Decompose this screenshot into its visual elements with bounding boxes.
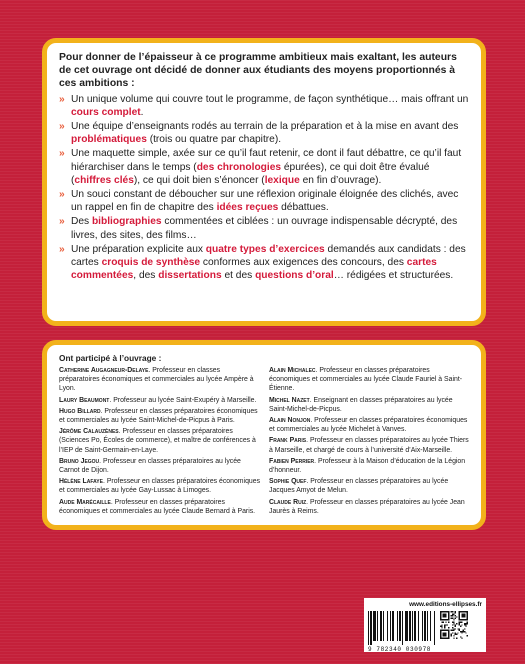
highlighted-term: chiffres clés (74, 174, 134, 186)
text-run: Un unique volume qui couvre tout le programme, de façon synthétique… mais offrant un (71, 93, 469, 105)
text-run: . (140, 106, 144, 118)
highlighted-term: quatre types d’exercices (205, 243, 325, 255)
contributor-description: . Professeur en classes préparatoires économiques et commerciales au lycée Claude Bernard à Paris. (59, 498, 256, 515)
highlighted-term: questions d’oral (255, 270, 334, 282)
text-run: Une maquette simple, axée sur ce qu’il faut retenir, ce dont il faut débattre, ce qu’il faut hiérarchiser dans le temps ( (71, 148, 462, 173)
highlighted-term: dissertations (158, 270, 222, 282)
contributor-name: Alain Nonjon (269, 417, 311, 425)
contributor-name: Hugo Billard (59, 407, 101, 415)
text-run: débattues. (278, 202, 329, 214)
contributor-entry (59, 396, 261, 405)
feature-text (71, 93, 471, 119)
text-run: Un souci constant de déboucher sur une réflexion originale éloignée des clichés, avec un rappel en fin de chapitre des (71, 189, 459, 214)
contributor-description: . Professeur en classes préparatoires économiques et commerciales au lycée Michelet à Vanves. (269, 417, 468, 434)
contributor-entry (59, 477, 261, 495)
feature-text (71, 147, 471, 187)
bullet-icon: » (59, 93, 65, 105)
contributor-description: . Professeur en classes préparatoires économiques et commerciales au lycée Ampère à Lyon. (59, 367, 254, 393)
feature-item (59, 93, 471, 119)
contributor-description: . Professeur en classes préparatoires (Sciences Po, Écoles de commerce), et maître de conférences à l’IEP de Saint-Germain-en-Laye. (59, 428, 256, 454)
feature-text (71, 188, 471, 214)
contributor-name: Alain Michalec (269, 367, 316, 374)
contributors-title: Ont participé à l’ouvrage : (59, 353, 162, 363)
text-run: , des (133, 270, 159, 282)
feature-item (59, 147, 471, 187)
contributor-entry (59, 498, 261, 516)
contributor-entry (269, 498, 471, 516)
contributor-entry (269, 477, 471, 495)
highlighted-term: bibliographies (91, 216, 162, 228)
contributors-panel (42, 340, 486, 530)
contributor-entry (269, 436, 471, 454)
contributors-column-left (59, 366, 261, 518)
feature-item (59, 215, 471, 241)
contributor-entry (269, 366, 471, 394)
contributor-entry (59, 366, 261, 394)
contributor-name: Fabien Perrier (269, 457, 315, 465)
bullet-icon: » (59, 189, 65, 201)
highlighted-term: cours complet (71, 106, 141, 118)
bullet-icon: » (59, 148, 65, 160)
text-run: commentées et ciblées : un ouvrage indispensable décrypté, des livres, des sites, des films… (71, 216, 458, 241)
contributor-entry (269, 416, 471, 434)
contributor-description: . Professeur en classes préparatoires économiques et commerciales au lycée Claude Fauriel à Saint-Étienne. (269, 367, 463, 393)
features-panel (42, 38, 486, 326)
feature-item (59, 188, 471, 214)
contributor-description: . Professeur en classes préparatoires au lycée Thiers à Marseille, et chargé de cours à l’université d’Aix-Marseille. (269, 437, 469, 454)
contributor-name: Catherine Augagneur-Delaye (59, 367, 149, 374)
publisher-website[interactable]: www.editions-ellipses.fr (409, 601, 482, 608)
qr-code-icon (440, 611, 468, 639)
highlighted-term: lexique (264, 174, 300, 186)
feature-text (71, 120, 471, 146)
feature-item (59, 243, 471, 283)
barcode-panel (364, 598, 486, 652)
isbn-number: 9 782340 030978 (368, 646, 432, 653)
text-run: Des (71, 216, 92, 228)
highlighted-term: des chronologies (196, 161, 282, 173)
contributor-entry (59, 407, 261, 425)
highlighted-term: croquis de synthèse (101, 257, 201, 269)
contributor-description: . Professeur en classes préparatoires économiques et commerciales au lycée Gay-Lussac à Limoges. (59, 478, 261, 495)
feature-item (59, 120, 471, 146)
contributor-description: . Professeur en classes préparatoires au lycée Jean Jaurès à Reims. (269, 498, 465, 515)
contributor-description: . Professeur au lycée Saint-Exupéry à Marseille. (109, 396, 257, 404)
text-run: conformes aux exigences des concours, des (200, 257, 407, 269)
text-run: demandés aux candidats : des cartes (71, 243, 466, 269)
contributor-entry (269, 457, 471, 475)
text-run: Une préparation explicite aux (71, 243, 206, 255)
highlighted-term: problématiques (71, 134, 147, 146)
bullet-icon: » (59, 243, 65, 255)
highlighted-term: cartes commentées (71, 257, 437, 282)
highlighted-term: idées reçues (216, 202, 279, 214)
contributor-name: Hélène Lafaye (59, 478, 103, 486)
text-run: et des (221, 270, 256, 282)
contributor-description: . Professeur en classes préparatoires au lycée Carnot de Dijon. (59, 457, 241, 475)
contributor-name: Bruno Jegou (59, 457, 100, 465)
intro-paragraph: Pour donner de l’épaisseur à ce programme ambitieux mais exaltant, les auteurs de cet ouvrage ont décidé de donner aux étudiants des moyens proportionnés à ces ambitions : (59, 52, 457, 90)
text-run: en fin d’ouvrage). (299, 174, 382, 186)
text-run: Une équipe d’enseignants rodés au terrain de la préparation et à la mise en avant des (71, 121, 459, 133)
text-run: épurées), ce qui doit être évalué ( (71, 161, 430, 186)
features-list (59, 93, 471, 283)
bullet-icon: » (59, 216, 65, 228)
contributor-entry (269, 396, 471, 414)
text-run: ), ce qui doit bien s’énoncer ( (133, 174, 265, 186)
contributor-description: . Professeur en classes préparatoires économiques et commerciales au lycée Saint-Michel-de-Picpus à Paris. (59, 407, 258, 425)
contributor-name: Aude Marécaille (59, 498, 111, 506)
contributors-column-right (269, 366, 471, 518)
contributor-entry (59, 427, 261, 455)
contributor-entry (59, 457, 261, 475)
contributor-name: Laury Beaumont (59, 396, 110, 404)
contributor-description: . Professeur à la Maison d’éducation de la Légion d’honneur. (269, 457, 466, 475)
contributor-name: Jérôme Calauzènes (59, 428, 119, 436)
text-run: … rédigées et structurées. (333, 270, 454, 282)
bullet-icon: » (59, 121, 65, 133)
barcode-icon (368, 611, 436, 645)
contributor-name: Sophie Quef (269, 478, 307, 486)
text-run: (trois ou quatre par chapitre). (146, 134, 282, 146)
feature-text (71, 215, 471, 241)
contributor-description: . Professeur en classes préparatoires au lycée Jacques Amyot de Melun. (269, 478, 449, 495)
feature-text (71, 243, 471, 283)
contributor-name: Claude Ruiz (269, 498, 307, 506)
contributor-description: . Enseignant en classes préparatoires au lycée Saint-Michel-de-Picpus. (269, 396, 453, 413)
contributor-name: Frank Paris (269, 437, 307, 445)
contributor-name: Michel Nazet (269, 396, 310, 404)
